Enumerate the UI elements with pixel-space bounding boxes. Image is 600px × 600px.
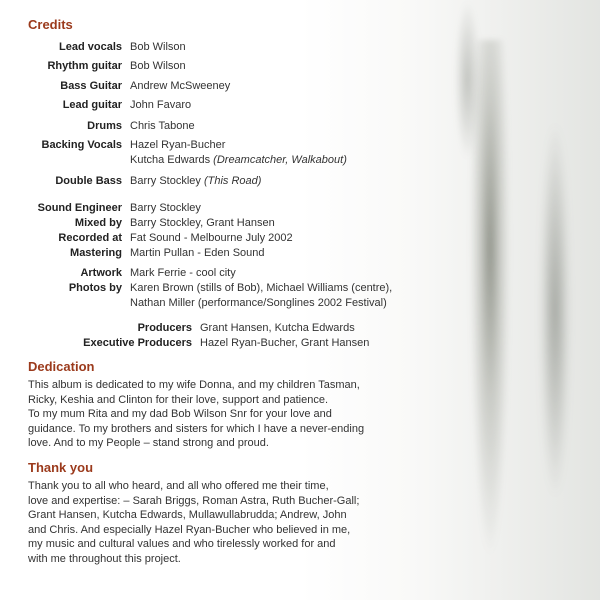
producer-value: Hazel Ryan-Bucher, Grant Hansen [200, 337, 370, 349]
producer-label: Executive Producers [83, 337, 192, 349]
credit-value: Barry Stockley, Grant Hansen [130, 217, 275, 229]
credit-row [0, 246, 480, 266]
credit-label: Lead vocals [59, 41, 122, 53]
credit-row [0, 296, 480, 316]
credit-label: Photos by [68, 282, 122, 294]
text-line: Thank you to all who heard, and all who offered me their time, [28, 480, 329, 492]
thank-you-heading: Thank you [28, 460, 94, 475]
credit-row [0, 40, 480, 60]
producer-value: Grant Hansen, Kutcha Edwards [200, 322, 355, 334]
credit-note: (Dreamcatcher, Walkabout) [213, 154, 347, 166]
credit-value: Hazel Ryan-Bucher [130, 139, 226, 151]
credit-value: John Favaro [130, 99, 192, 111]
credit-label: Recorded at [58, 232, 122, 244]
credit-value: Chris Tabone [130, 120, 195, 132]
credit-row [0, 174, 480, 194]
credit-value: Nathan Miller (performance/Songlines 2002 Festival) [130, 297, 387, 309]
credit-value: Fat Sound - Melbourne July 2002 [130, 232, 293, 244]
credit-value: Barry Stockley [130, 202, 201, 214]
thank-you-text [28, 479, 468, 566]
text-line: my music and cultural values and who tirelessly worked for and [28, 538, 336, 550]
credit-value: Andrew McSweeney [130, 80, 231, 92]
credit-value: Kutcha Edwards (Dreamcatcher, Walkabout) [130, 154, 347, 166]
credit-value: Karen Brown (stills of Bob), Michael Williams (centre), [130, 282, 393, 294]
credit-value: Mark Ferrie - cool city [130, 267, 236, 279]
credit-label: Backing Vocals [41, 139, 122, 151]
credit-row [0, 79, 480, 99]
credit-label: Sound Engineer [37, 202, 122, 214]
credit-label: Double Bass [55, 175, 122, 187]
credit-value: Martin Pullan - Eden Sound [130, 247, 265, 259]
producer-row [0, 336, 480, 352]
credits-heading: Credits [28, 17, 73, 32]
text-line: Grant Hansen, Kutcha Edwards, Mullawullabrudda; Andrew, John [28, 509, 347, 521]
producer-row [0, 321, 480, 337]
credit-label: Drums [87, 120, 122, 132]
credit-label: Mastering [70, 247, 122, 259]
text-line: To my mum Rita and my dad Bob Wilson Snr for your love and [28, 408, 332, 420]
dedication-text [28, 378, 468, 451]
credit-note: (This Road) [203, 175, 262, 187]
credit-label: Artwork [80, 267, 122, 279]
credit-label: Rhythm guitar [47, 60, 122, 72]
credit-row [0, 153, 480, 173]
credit-label: Bass Guitar [60, 80, 122, 92]
text-line: love. And to my People – stand strong and proud. [28, 437, 269, 449]
stain-streak [540, 120, 570, 500]
credit-label: Lead guitar [62, 99, 122, 111]
dedication-heading: Dedication [28, 359, 95, 374]
credit-label: Mixed by [74, 217, 122, 229]
text-line: and Chris. And especially Hazel Ryan-Bucher who believed in me, [28, 523, 351, 536]
text-line: with me throughout this project. [28, 552, 181, 565]
credit-value: Bob Wilson [130, 41, 186, 53]
text-line: This album is dedicated to my wife Donna, and my children Tasman, [28, 379, 360, 391]
credit-row [0, 119, 480, 139]
credit-row [0, 98, 480, 118]
credit-row [0, 59, 480, 79]
text-line: Ricky, Keshia and Clinton for their love, support and patience. [28, 393, 329, 406]
text-line: love and expertise: – Sarah Briggs, Roman Astra, Ruth Bucher-Gall; [28, 494, 360, 507]
producer-label: Producers [137, 322, 192, 334]
credit-value: Bob Wilson [130, 60, 186, 72]
credit-value: Barry Stockley (This Road) [130, 175, 262, 187]
text-line: guidance. To my brothers and sisters for which I have a never-ending [28, 422, 365, 435]
